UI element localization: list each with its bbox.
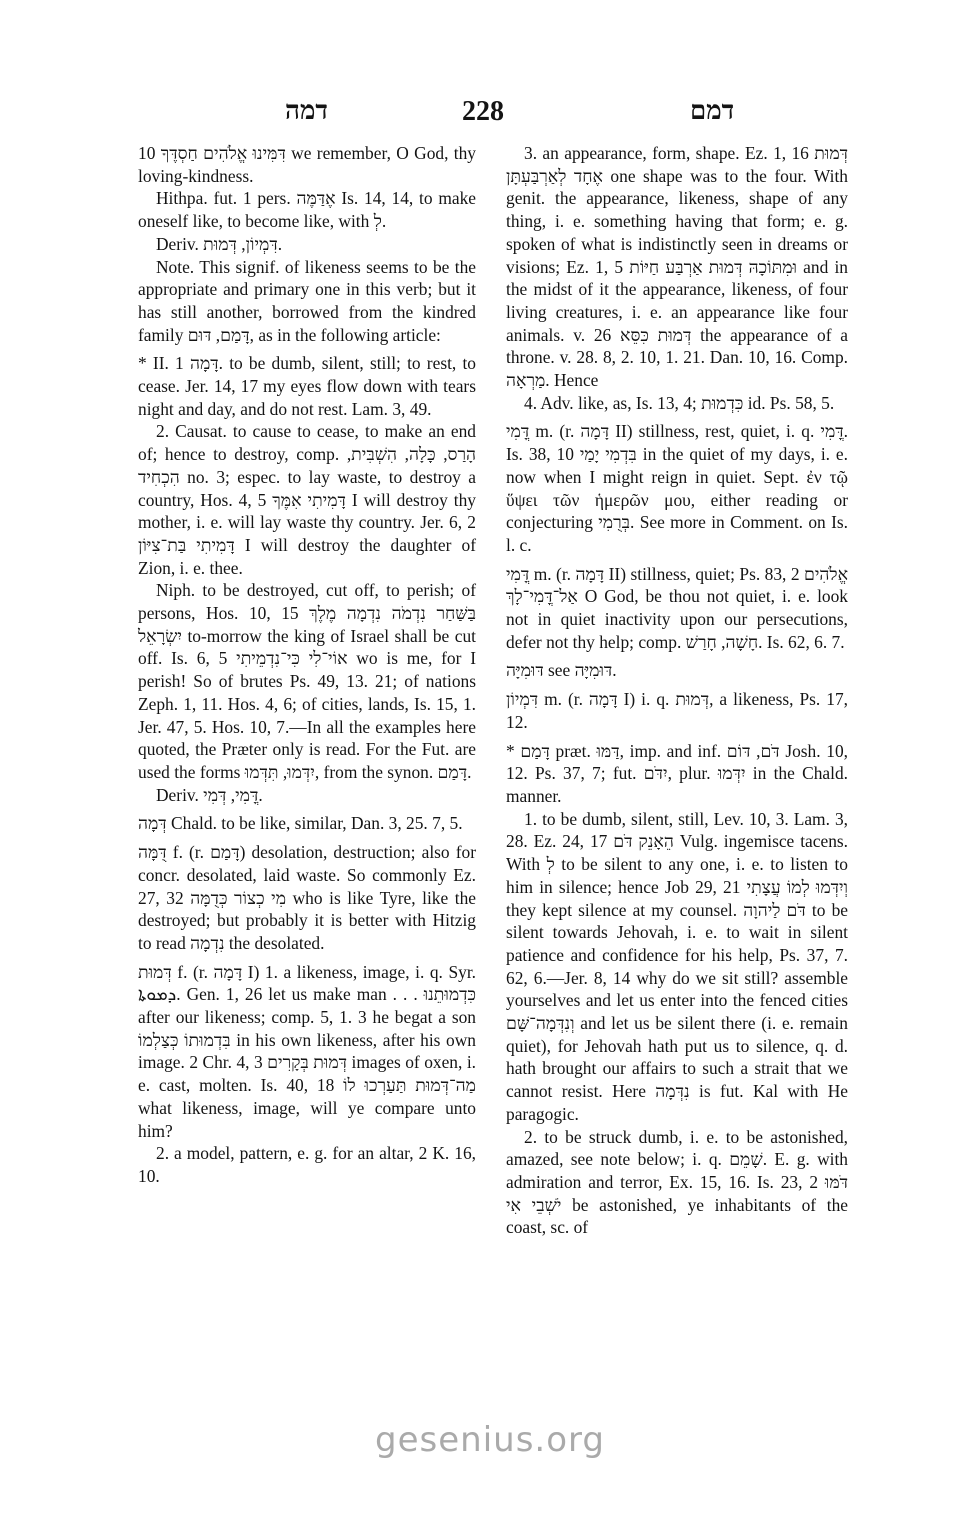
- entry-paragraph: Hithpa. fut. 1 pers. אֶדַּמֶּה Is. 14, 14, to make oneself like, to become like, with לְ.: [138, 188, 476, 232]
- right-column: [506, 142, 848, 1239]
- entry-paragraph: 2. a model, pattern, e. g. for an altar, 2 K. 16, 10.: [138, 1143, 476, 1186]
- running-head-right: דמם: [690, 96, 735, 125]
- entry-headword-paragraph: דֳּמִי m. (r. דָּמָה II) stillness, rest, quiet, i. q. דֳּמִי. Is. 38, 10 בִּדְמִי יָמַי in the quiet of my days, i. e. now when I might reign in quiet. Sept. ἐν τῷ ὕψει τῶν ἡμερῶν μου, either reading or conjecturing בְּרֻמִי. See more in Comment. on Is. l. c.: [506, 421, 849, 555]
- entry-paragraph: 4. Adv. like, as, Is. 13, 4; כִּדְמוּת id. Ps. 58, 5.: [524, 392, 835, 413]
- entry-headword-paragraph: דֻּמָּה f. (r. דָּמַם) desolation, destruction; also for concr. desolated, laid waste. So commonly Ez. 27, 32 מִי כְצוֹר כְּדֻמָּה who is like Tyre, like the destroyed; but probably it is better with Hitzig to read נִדְמָה the desolated.: [138, 842, 477, 953]
- entry-headword-paragraph: * דָּמַם præt. דַּמּוּ, imp. and inf. דֹּם, דּוֹם Josh. 10, 12. Ps. 37, 7; fut. יִדֹּם, plur. יִדְּמוּ in the Chald. manner.: [506, 740, 849, 806]
- entry-paragraph: 2. Causat. to cause to cease, to make an end of; hence to destroy, comp. הָרַס, כָּלָה, הִשְׁבִּית, הִכְחִיד no. 3; espec. to lay waste, to destroy a country, Hos. 4, 5 דָּמִיתִי אִמֶּךָ I will destroy thy mother, i. e. will lay waste thy country. Jer. 6, 2 דָּמִיתִי בַּת־צִיּוֹן I will destroy the daughter of Zion, i. e. thee.: [138, 421, 476, 578]
- site-watermark: gesenius.org: [375, 1420, 605, 1460]
- running-head-left: דמה: [285, 96, 328, 125]
- entry-paragraph: 10 דִּמִּינוּ אֱלֹהִים חַסְדֶּךָ we remember, O God, thy loving-kindness.: [138, 143, 476, 186]
- entry-paragraph: 3. an appearance, form, shape. Ez. 1, 16 דְּמוּת אֶחָד לְאַרְבַּעְתָּן one shape was to the four. With genit. the appearance, likeness, shape of any thing, i. e. something having that form; e. g. spoken of what is indistinctly seen in dreams or visions; Ez. 1, 5 וּמִתּוֹכָהּ דְּמוּת אַרְבַּע חַיּוֹת and in the midst of it the appearance, likeness, of four living creatures, i. e. an appearance like four animals. v. 26 דְּמוּת כִּסֵּא the appearance of a throne. v. 28. 8, 2. 10, 1. 21. Dan. 10, 16. Comp. מַרְאָה. Hence: [506, 143, 848, 391]
- left-column: [138, 142, 476, 1188]
- entry-paragraph: 1. to be dumb, silent, still, Lev. 10, 3. Lam. 3, 28. Ez. 24, 17 הֵאָנֵק דֹּם Vulg. ingemisce tacens. With לְ to be silent to any one, i. e. to listen to him in silence; hence Job 29, 21 וְיִדְּמוּ לְמוֹ עֲצָתִי they kept silence at my counsel. דֹּם לַיהוָה to be silent towards Jehovah, i. e. to wait in silent patience and confidence for his help, Ps. 37, 7. 62, 6.—Jer. 8, 14 why do we sit still? assemble yourselves and let us enter into the fenced cities וְנִדְּמָה־שָּׁם and let us be silent there (i. e. remain quiet), for Jehovah hath put us to silence, q. d. hath brought our affairs to such a strait that we cannot resist. Here נִדְּמָה is fut. Kal with He paragogic.: [506, 808, 849, 1124]
- entry-headword-paragraph: * II. דָּמָה 1. to be dumb, silent, still; to rest, to cease. Jer. 14, 17 my eyes flow down with tears night and day, and do not rest. Lam. 3, 49.: [138, 353, 476, 419]
- entry-paragraph: Note. This signif. of likeness seems to be the appropriate and primary one in this verb; but it has still another, borrowed from the kindred family דָּמַם, דּוּם, as in the following article:: [138, 256, 476, 345]
- page-number: 228: [462, 96, 504, 127]
- entry-headword-paragraph: דְּמוּת f. (r. דָּמָה I) 1. a likeness, image, i. q. Syr. ܕܡܘܬܐ. Gen. 1, 26 let us make man . . . כִּדְמוּתֵנוּ after our likeness; comp. 5, 1. 3 he begat a son בִּדְמוּתוֹ כְּצַלְמוֹ in his own likeness, after his own image. 2 Chr. 4, 3 דְּמוּת בְּקָרִים images of oxen, i. e. cast, molten. Is. 40, 18 מַה־דְּמוּת תַּעַרְכוּ לוֹ what likeness, image, will ye compare unto him?: [138, 961, 477, 1141]
- entry-paragraph: 2. to be struck dumb, i. e. to be astonished, amazed, see note below; i. q. שָׁמֵם. E. g. with admiration and terror, Ex. 15, 16. Is. 23, 2 דֹּמּוּ יֹשְׁבֵי אִי be astonished, ye inhabitants of the coast, sc. of: [506, 1126, 848, 1238]
- entry-paragraph: Deriv. דִּמְיוֹן, דְּמוּת.: [156, 233, 283, 254]
- entry-paragraph: Niph. to be destroyed, cut off, to perish; of persons, Hos. 10, 15 בַּשַּׁחַר נִדְמֹה נִדְמָה מֶלֶךְ יִשְׂרָאֵל to-morrow the king of Israel shall be cut off. Is. 6, 5 אוֹי־לִי כִּי־נִדְמֵיתִי wo is me, for I perish! So of brutes Ps. 49, 13. 21; of nations Zeph. 1, 11. Hos. 4, 6; of cities, lands, Is. 15, 1. Jer. 47, 5. Hos. 10, 7.—In all the examples here quoted, the Præter only is read. For the Fut. are used the forms יִדְּמוּ, תִּדְּמוּ, from the synon. דָּמַם.: [138, 580, 476, 782]
- entry-headword-paragraph: דֳּמִי m. (r. דָּמָה II) stillness, quiet; Ps. 83, 2 אֱלֹהִים אַל־דֳּמִי־לָךְ O God, be thou not quiet, i. e. look not in quiet inactivity upon our persecutions, defer not thy help; comp. חָשָׁה, חָרַשׁ. Is. 62, 6. 7.: [506, 563, 849, 652]
- entry-headword-paragraph: דְּמָה Chald. to be like, similar, Dan. 3, 25. 7, 5.: [138, 813, 463, 834]
- entry-headword-paragraph: דּוּמִיָּה see דּוּמִיָּה.: [506, 660, 617, 681]
- entry-paragraph: Deriv. דֳּמִי, דְּמִי.: [156, 784, 263, 805]
- entry-headword-paragraph: דִּמְיוֹן m. (r. דָּמָה I) i. q. דְּמוּת, a likeness, Ps. 17, 12.: [506, 689, 848, 732]
